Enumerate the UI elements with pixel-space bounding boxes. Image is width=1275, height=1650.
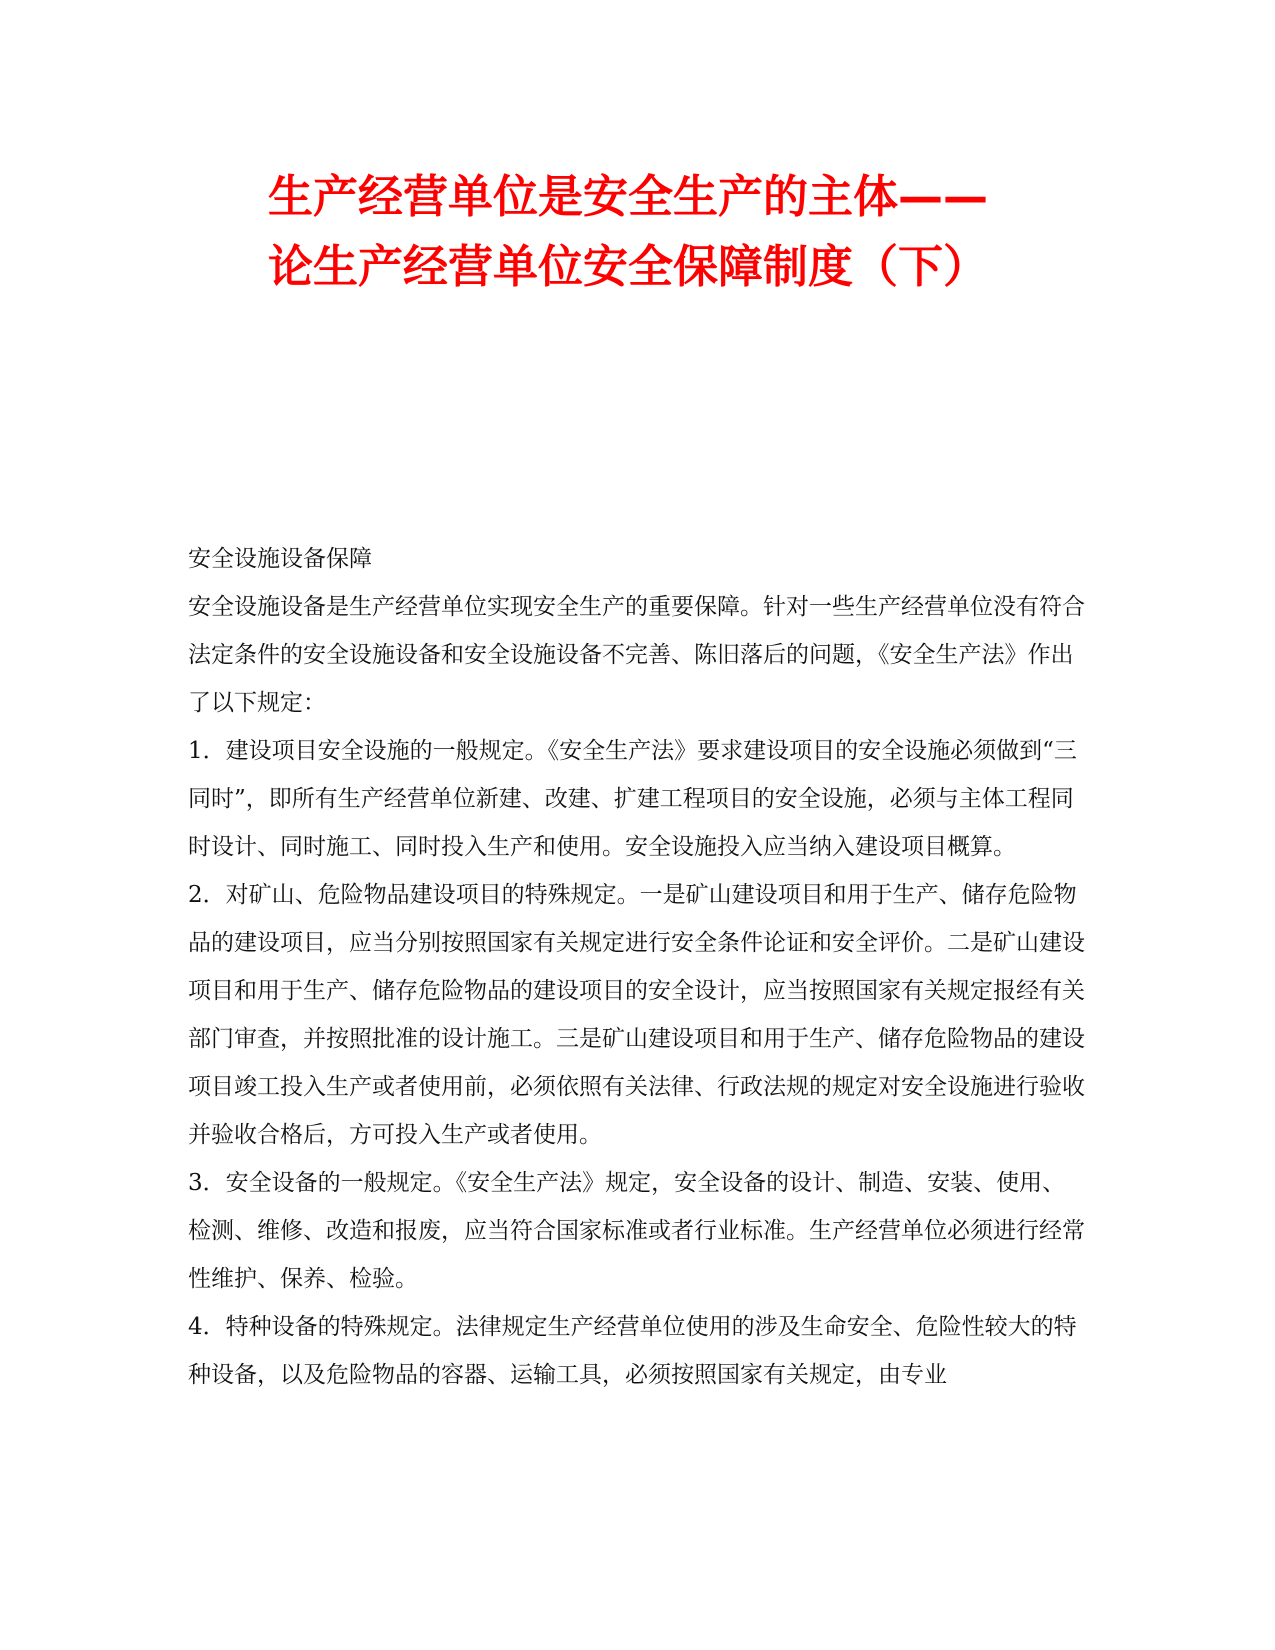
document-body (188, 535, 1088, 1399)
title-line-1: 生产经营单位是安全生产的主体—— (268, 170, 989, 223)
paragraph-item-4: 4．特种设备的特殊规定。法律规定生产经营单位使用的涉及生命安全、危险性较大的特种设备，以及危险物品的容器、运输工具，必须按照国家有关规定，由专业 (188, 1314, 1077, 1388)
title-line-2: 论生产经营单位安全保障制度（下） (268, 240, 989, 293)
document-title (268, 162, 1168, 302)
section-heading: 安全设施设备保障 (188, 546, 372, 572)
paragraph-item-3: 3．安全设备的一般规定。《安全生产法》规定，安全设备的设计、制造、安装、使用、检测、维修、改造和报废，应当符合国家标准或者行业标准。生产经营单位必须进行经常性维护、保养、检验。 (188, 1170, 1085, 1292)
paragraph-intro: 安全设施设备是生产经营单位实现安全生产的重要保障。针对一些生产经营单位没有符合法定条件的安全设施设备和安全设施设备不完善、陈旧落后的问题，《安全生产法》作出了以下规定： (188, 594, 1085, 716)
paragraph-item-1: 1．建设项目安全设施的一般规定。《安全生产法》要求建设项目的安全设施必须做到“三同时”，即所有生产经营单位新建、改建、扩建工程项目的安全设施，必须与主体工程同时设计、同时施工、同时投入生产和使用。安全设施投入应当纳入建设项目概算。 (188, 738, 1077, 860)
paragraph-item-2: 2．对矿山、危险物品建设项目的特殊规定。一是矿山建设项目和用于生产、储存危险物品的建设项目，应当分别按照国家有关规定进行安全条件论证和安全评价。二是矿山建设项目和用于生产、储存危险物品的建设项目的安全设计，应当按照国家有关规定报经有关部门审查，并按照批准的设计施工。三是矿山建设项目和用于生产、储存危险物品的建设项目竣工投入生产或者使用前，必须依照有关法律、行政法规的规定对安全设施进行验收并验收合格后，方可投入生产或者使用。 (188, 882, 1085, 1148)
